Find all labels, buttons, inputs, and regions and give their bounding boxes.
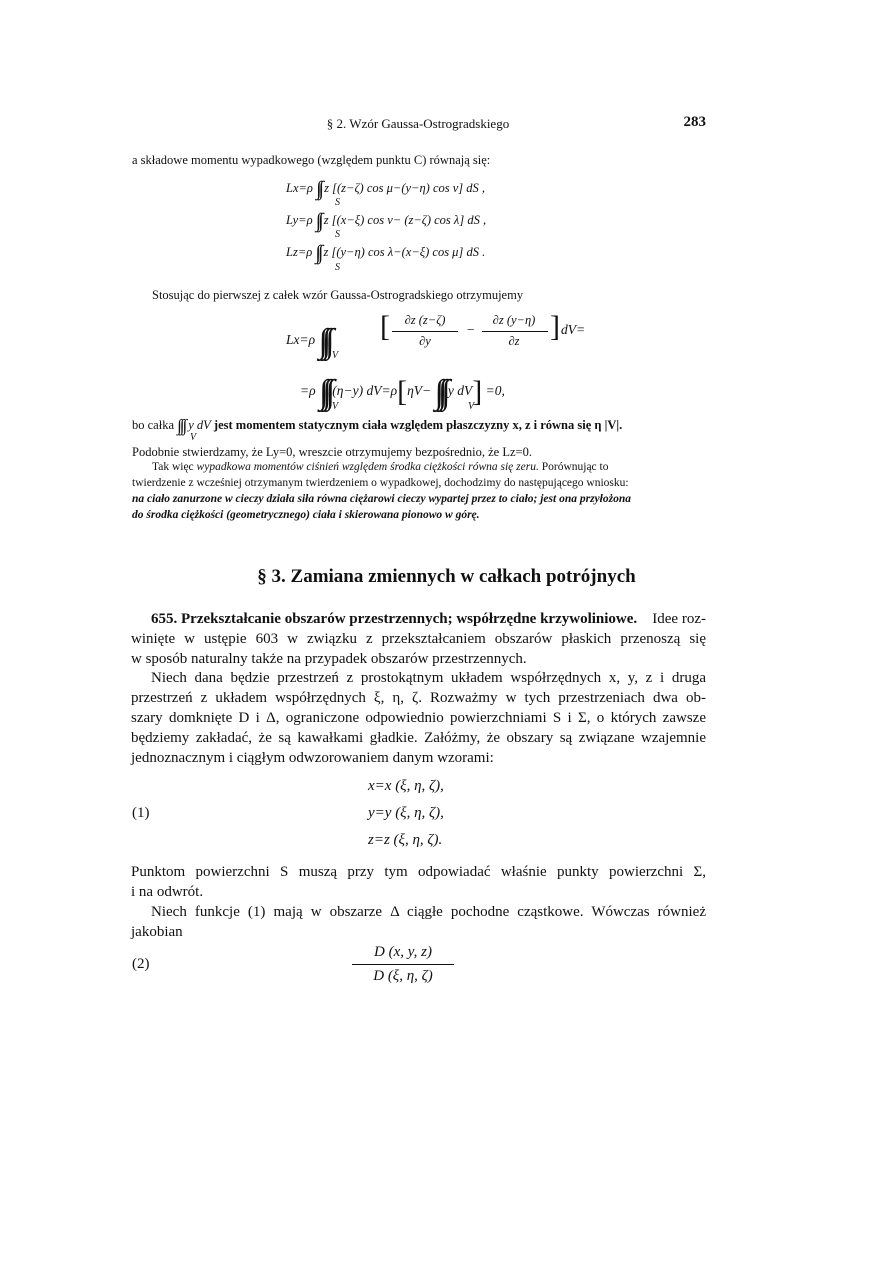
- triple-integral-icon: ∫∫∫: [434, 374, 445, 411]
- equation-start: =ρ: [300, 383, 316, 398]
- paragraph-2-line-1: Niech dana będzie przestrzeń z prostokątnym układem współrzędnych x, y, z i druga: [151, 670, 706, 686]
- conclusion-line-4: do środka ciężkości (geometrycznego) ciała i skierowana pionowo w górę.: [132, 509, 480, 521]
- paragraph-4-line-1: Niech funkcje (1) mają w obszarze Δ ciągłe pochodne cząstkowe. Wówczas również: [151, 904, 706, 920]
- system-eq-z: z=z (ξ, η, ζ).: [368, 832, 443, 848]
- integral-domain: V: [332, 401, 339, 412]
- system-eq-y: y=y (ξ, η, ζ),: [368, 805, 444, 821]
- paragraph-3-line-2: i na odwrót.: [131, 884, 204, 900]
- paragraph-2-line-5: jednoznacznym i ciągłym odwzorowaniem danym wzorami:: [131, 750, 494, 766]
- triple-integral-icon: ∫∫∫: [177, 416, 186, 435]
- conclusion-line-1: [152, 461, 608, 473]
- paragraph-4-line-2: jakobian: [131, 924, 183, 940]
- paragraph-3-line-1: Punktom powierzchni S muszą przy tym odpowiadać właśnie punkty powierzchni Σ,: [131, 864, 706, 880]
- fraction-numerator: ∂z (z−ζ): [404, 313, 446, 327]
- system-eq-x: x=x (ξ, η, ζ),: [368, 778, 444, 794]
- paragraph-655-line-2: winięte w ustępie 603 w związku z przekształcaniem obszarów płaskich przenoszą się: [131, 631, 706, 647]
- fraction-bar: [482, 331, 548, 332]
- double-integral-icon: ∫∫: [316, 178, 322, 200]
- integral-domain: S: [335, 197, 340, 208]
- equation-ly: [286, 210, 486, 233]
- jacobian-numerator: D (x, y, z): [374, 944, 432, 960]
- conclusion-line-2: twierdzenie z wcześniej otrzymanym twierdzeniem o wypadkowej, dochodzimy do następującego wniosku:: [132, 477, 629, 489]
- equation-lhs: Lx=ρ: [286, 332, 316, 347]
- paragraph-text: Idee roz-: [652, 611, 706, 627]
- equation-label: (2): [132, 956, 150, 972]
- similarly-line: Podobnie stwierdzamy, że Ly=0, wreszcie otrzymujemy bezpośrednio, że Lz=0.: [132, 445, 532, 459]
- integral-domain: V: [190, 432, 197, 443]
- bracket-close-icon: ]: [472, 375, 483, 408]
- integral-domain: S: [335, 262, 340, 273]
- fraction-denominator: ∂y: [419, 334, 431, 348]
- bo-calka-line: [132, 416, 622, 436]
- paragraph-2-line-3: szary domknięte D i Δ, ograniczone odpowiednio powierzchniami S i Σ, o których zawsze: [131, 710, 706, 726]
- jacobian-denominator: D (ξ, η, ζ): [373, 968, 433, 984]
- equation-lz: [286, 242, 485, 265]
- double-integral-icon: ∫∫: [315, 242, 321, 264]
- bracket-open-icon: [: [397, 375, 408, 408]
- equation-label: (1): [132, 805, 150, 821]
- bo-text-a: bo całka: [132, 418, 174, 432]
- equation-lhs: Ly=ρ: [286, 213, 313, 227]
- equation-integrand: z [(x−ξ) cos ν− (z−ζ) cos λ] dS ,: [323, 213, 487, 227]
- page-number: 283: [683, 114, 706, 130]
- paragraph-title: Przekształcanie obszarów przestrzennych; współrzędne krzywoliniowe.: [181, 611, 638, 627]
- integral-domain: V: [332, 350, 339, 361]
- equation-tail: dV=: [561, 322, 586, 337]
- conclusion-italic: wypadkowa momentów ciśnień względem środka ciężkości równa się zeru.: [196, 461, 539, 473]
- equation-inner: ηV−: [407, 383, 432, 398]
- apply-gauss-line: Stosując do pierwszej z całek wzór Gaussa-Ostrogradskiego otrzymujemy: [152, 288, 524, 302]
- fraction-bar: [352, 964, 454, 965]
- equation-lhs: Lx=ρ: [286, 181, 313, 195]
- conclusion-text: Tak więc: [152, 461, 194, 473]
- integral-domain: V: [468, 401, 475, 412]
- conclusion-text: Porównując to: [541, 461, 609, 473]
- fraction-numerator: ∂z (y−η): [492, 313, 536, 327]
- running-header-title: § 2. Wzór Gaussa-Ostrogradskiego: [326, 116, 510, 131]
- bracket-open-icon: [: [380, 310, 390, 343]
- double-integral-icon: ∫∫: [315, 210, 321, 232]
- bo-text-b: y dV: [188, 418, 211, 432]
- minus-sign: −: [466, 322, 476, 337]
- paragraph-655-line-1: [151, 609, 706, 629]
- equation-lhs: Lz=ρ: [286, 245, 313, 259]
- running-header: [130, 116, 706, 136]
- triple-integral-icon: ∫∫∫: [318, 374, 329, 411]
- equation-integrand: z [(z−ζ) cos μ−(y−η) cos ν] dS ,: [324, 181, 486, 195]
- equation-inner2: y dV: [447, 383, 473, 398]
- fraction-bar: [392, 331, 458, 332]
- equation-lx-triple: [286, 323, 328, 361]
- intro-line: a składowe momentu wypadkowego (względem punktu C) równają się:: [132, 153, 491, 167]
- equation-lx: [286, 178, 485, 201]
- paragraph-655-line-3: w sposób naturalny także na przypadek obszarów przestrzennych.: [131, 651, 527, 667]
- bo-text-c: jest momentem statycznym ciała względem płaszczyzny x, z i równa się η |V|.: [213, 418, 623, 432]
- bracket-close-icon: ]: [550, 310, 560, 343]
- integral-domain: S: [335, 229, 340, 240]
- section-title: § 3. Zamiana zmiennych w całkach potrójnych: [257, 566, 636, 587]
- paragraph-2-line-4: będziemy zakładać, że są kawałkami gładkie. Załóżmy, że obszary są związane wzajemnie: [131, 730, 706, 746]
- equation-mid: (η−y) dV=ρ: [332, 383, 398, 398]
- fraction-denominator: ∂z: [508, 334, 520, 348]
- paragraph-number: 655.: [151, 611, 178, 627]
- paragraph-2-line-2: przestrzeń z układem współrzędnych ξ, η, ζ. Rozważmy w tych przestrzeniach dwa ob-: [131, 690, 706, 706]
- triple-integral-icon: ∫∫∫: [318, 323, 329, 360]
- conclusion-line-3: na ciało zanurzone w cieczy działa siła równa ciężarowi cieczy wypartej przez to ciało; jest ona przyłożona: [132, 493, 631, 505]
- equation-integrand: z [(y−η) cos λ−(x−ξ) cos μ] dS .: [323, 245, 486, 259]
- equation-end: =0,: [485, 383, 505, 398]
